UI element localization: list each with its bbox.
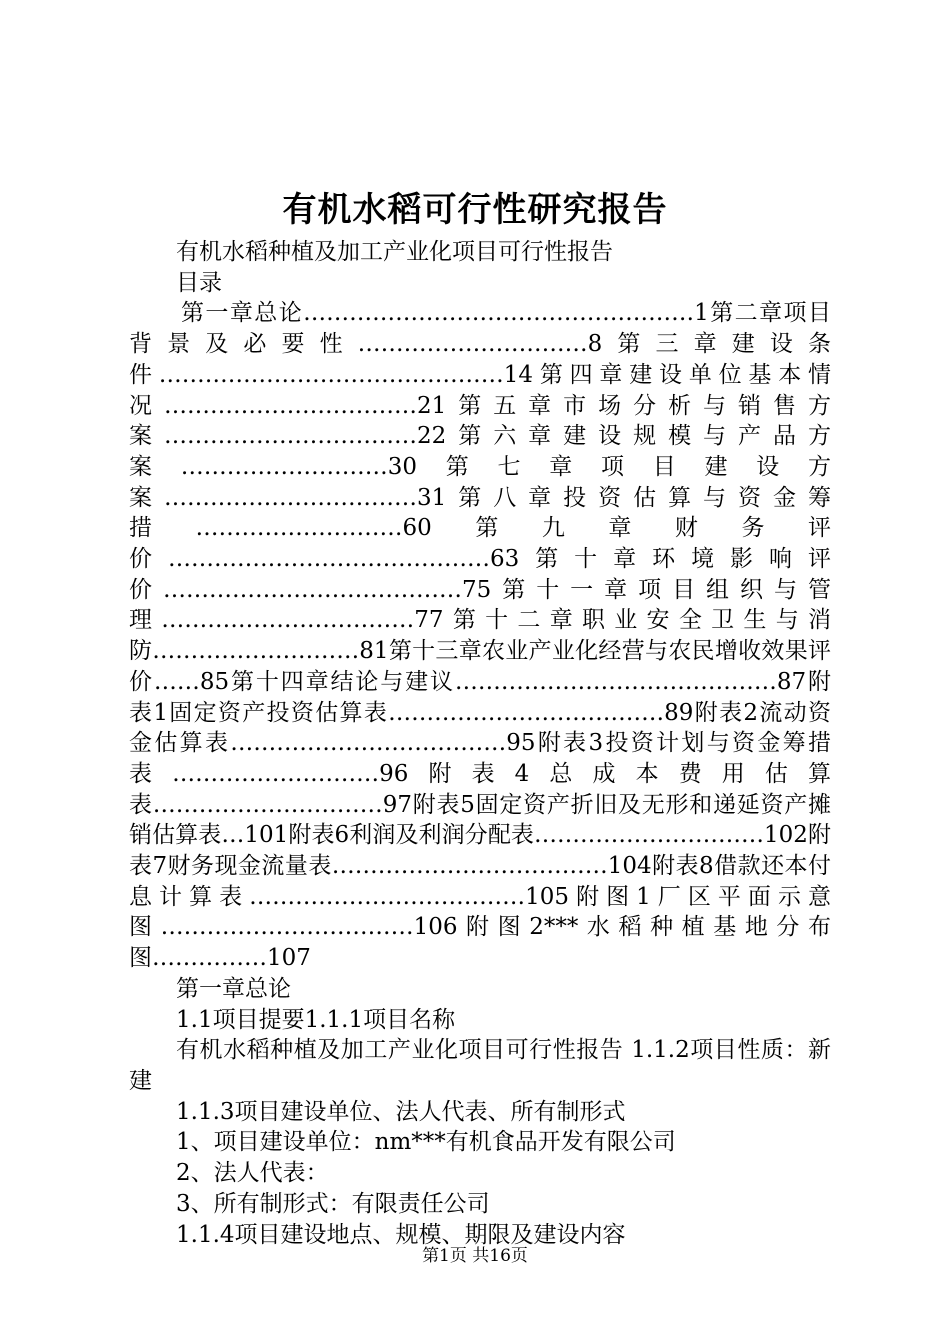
table-of-contents: 第一章总论……………………………………………1第二章项目背景及必要性…………………………8第三章建设条件………………………………………14第四章建设单位基本情况……………………………21第五章市场分析与销售方案……………………………22第六章建设规模与产品方案………………………30第七章项目建设方案……………………………31第八章投资估算与资金筹措………………………60第九章财务评价……………………………………63第十章环境影响评价…………………………………75第十一章项目组织与管理……………………………77第十二章职业安全卫生与消防………………………81第十三章农业产业化经营与农民增收效果评价……85第十四章结论与建议……………………………………87附表1固定资产投资估算表………………………………89附表2流动资金估算表………………………………95附表3投资计划与资金筹措表………………………96附表4总成本费用估算表…………………………97附表5固定资产折旧及无形和递延资产摊销估算表…101附表6利润及利润分配表…………………………102附表7财务现金流量表………………………………104附表8借款还本付息计算表………………………………105附图1厂区平面示意图……………………………106附图2***水稻种植基地分布图……………107 (129, 300, 831, 972)
section-heading: 1.1项目提要1.1.1项目名称 (176, 1006, 456, 1033)
list-item: 2、法人代表： (176, 1160, 329, 1187)
page-footer: 第1页 共16页 (422, 1246, 528, 1266)
document-body (129, 237, 831, 1250)
subtitle: 有机水稻种植及加工产业化项目可行性报告 (176, 239, 613, 265)
section-heading: 1.1.4项目建设地点、规模、期限及建设内容 (176, 1221, 626, 1248)
list-item: 3、所有制形式：有限责任公司 (176, 1190, 490, 1217)
section-heading: 1.1.3项目建设单位、法人代表、所有制形式 (176, 1098, 626, 1125)
toc-heading: 目录 (176, 269, 222, 296)
document-title: 有机水稻可行性研究报告 (282, 190, 668, 230)
list-item: 1、项目建设单位：nm***有机食品开发有限公司 (176, 1129, 676, 1156)
chapter-heading: 第一章总论 (176, 975, 291, 1002)
project-name-paragraph: 有机水稻种植及加工产业化项目可行性报告 1.1.2项目性质：新建 (129, 1037, 831, 1094)
